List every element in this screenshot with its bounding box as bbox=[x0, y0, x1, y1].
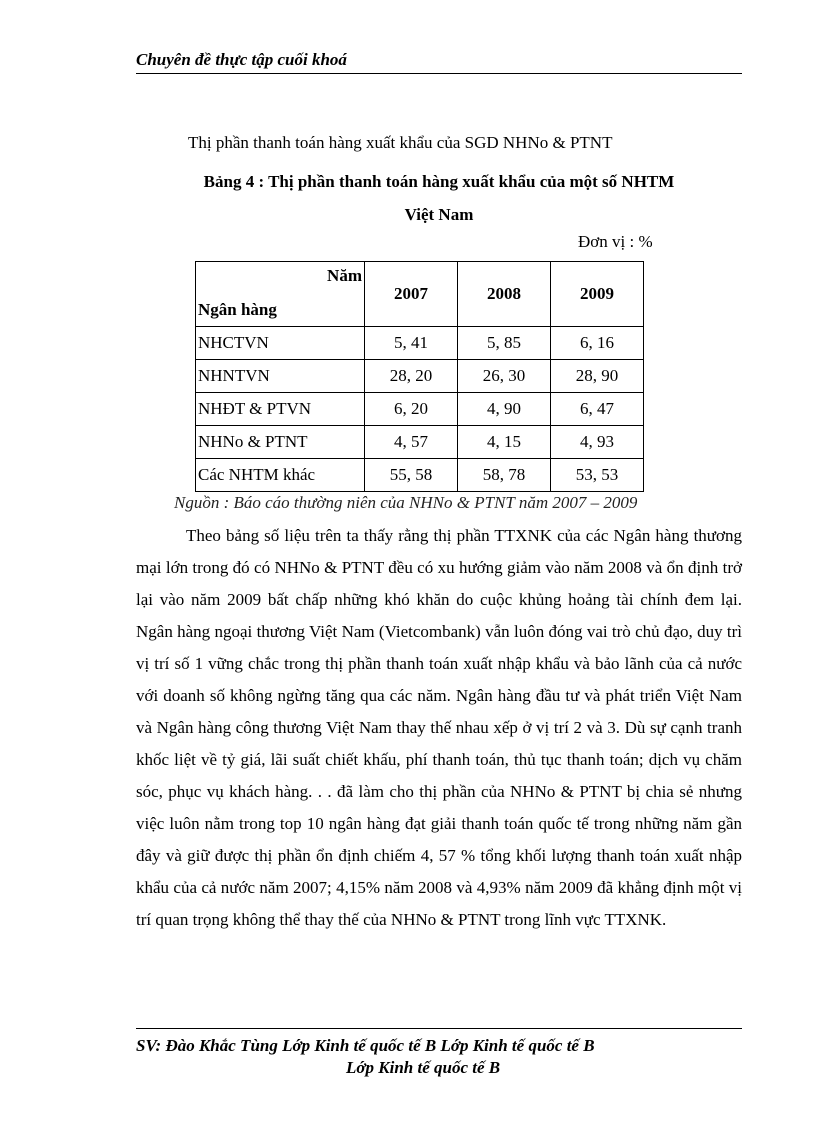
share-value: 6, 20 bbox=[365, 393, 458, 426]
footer-line1: SV: Đào Khắc Tùng Lớp Kinh tế quốc tế B Lớp Kinh tế quốc tế B bbox=[136, 1036, 595, 1055]
table-title-line2: Việt Nam bbox=[404, 205, 474, 224]
page-header bbox=[136, 49, 742, 74]
table-row bbox=[196, 426, 644, 459]
share-value: 26, 30 bbox=[458, 360, 551, 393]
bank-name: NHNo & PTNT bbox=[196, 426, 365, 459]
bank-name: NHĐT & PTVN bbox=[196, 393, 365, 426]
share-value: 5, 41 bbox=[365, 327, 458, 360]
unit-label: Đơn vị : % bbox=[578, 232, 653, 251]
share-value: 28, 90 bbox=[551, 360, 644, 393]
table-row bbox=[196, 393, 644, 426]
header-title: Chuyên đề thực tập cuối khoá bbox=[136, 50, 347, 69]
footer-line2: Lớp Kinh tế quốc tế B bbox=[346, 1058, 501, 1077]
table-header-row bbox=[196, 262, 644, 327]
corner-year-label: Năm bbox=[327, 266, 362, 285]
share-value: 4, 90 bbox=[458, 393, 551, 426]
table-title bbox=[136, 165, 742, 231]
share-value: 4, 93 bbox=[551, 426, 644, 459]
share-value: 6, 16 bbox=[551, 327, 644, 360]
share-value: 5, 85 bbox=[458, 327, 551, 360]
body-paragraph: Theo bảng số liệu trên ta thấy rằng thị phần TTXNK của các Ngân hàng thương mại lớn trong đó có NHNo & PTNT đều có xu hướng giảm vào năm 2008 và ổn định trở lại vào năm 2009 bất chấp những khó khăn do cuộc khủng hoảng tài chính đem lại. Ngân hàng ngoại thương Việt Nam (Vietcombank) vẫn luôn đóng vai trò chủ đạo, duy trì vị trí số 1 vững chắc trong thị phần thanh toán xuất nhập khẩu và bảo lãnh của cả nước với doanh số không ngừng tăng qua các năm. Ngân hàng đầu tư và phát triển Việt Nam và Ngân hàng công thương Việt Nam thay thế nhau xếp ở vị trí 2 và 3. Dù sự cạnh tranh khốc liệt về tỷ giá, lãi suất chiết khấu, phí thanh toán, thủ tục thanh toán; dịch vụ chăm sóc, phục vụ khách hàng. . . đã làm cho thị phần của NHNo & PTNT bị chia sẻ nhưng việc luôn nằm trong top 10 ngân hàng đạt giải thanh toán quốc tế trong những năm gần đây và giữ được thị phần ổn định chiếm 4, 57 % tổng khối lượng thanh toán xuất nhập khẩu của cả nước năm 2007; 4,15% năm 2008 và 4,93% năm 2009 đã khẳng định một vị trí quan trọng không thể thay thế của NHNo & PTNT trong lĩnh vực TTXNK. bbox=[136, 526, 742, 929]
year-header: 2007 bbox=[365, 262, 458, 327]
year-header: 2008 bbox=[458, 262, 551, 327]
corner-cell bbox=[196, 262, 365, 327]
share-value: 6, 47 bbox=[551, 393, 644, 426]
share-value: 28, 20 bbox=[365, 360, 458, 393]
market-share-table bbox=[195, 261, 644, 492]
share-value: 55, 58 bbox=[365, 459, 458, 492]
share-value: 4, 15 bbox=[458, 426, 551, 459]
share-value: 4, 57 bbox=[365, 426, 458, 459]
table-title-line1: Bảng 4 : Thị phần thanh toán hàng xuất khẩu của một số NHTM bbox=[203, 172, 675, 191]
table-source: Nguồn : Báo cáo thường niên của NHNo & PTNT năm 2007 – 2009 bbox=[174, 493, 638, 512]
table-row bbox=[196, 459, 644, 492]
bank-name: NHCTVN bbox=[196, 327, 365, 360]
table-row bbox=[196, 327, 644, 360]
intro-line: Thị phần thanh toán hàng xuất khẩu của SGD NHNo & PTNT bbox=[188, 133, 613, 152]
share-value: 58, 78 bbox=[458, 459, 551, 492]
share-value: 53, 53 bbox=[551, 459, 644, 492]
page-footer bbox=[136, 1028, 742, 1079]
bank-name: NHNTVN bbox=[196, 360, 365, 393]
corner-bank-label: Ngân hàng bbox=[198, 300, 277, 319]
bank-name: Các NHTM khác bbox=[196, 459, 365, 492]
year-header: 2009 bbox=[551, 262, 644, 327]
table-row bbox=[196, 360, 644, 393]
